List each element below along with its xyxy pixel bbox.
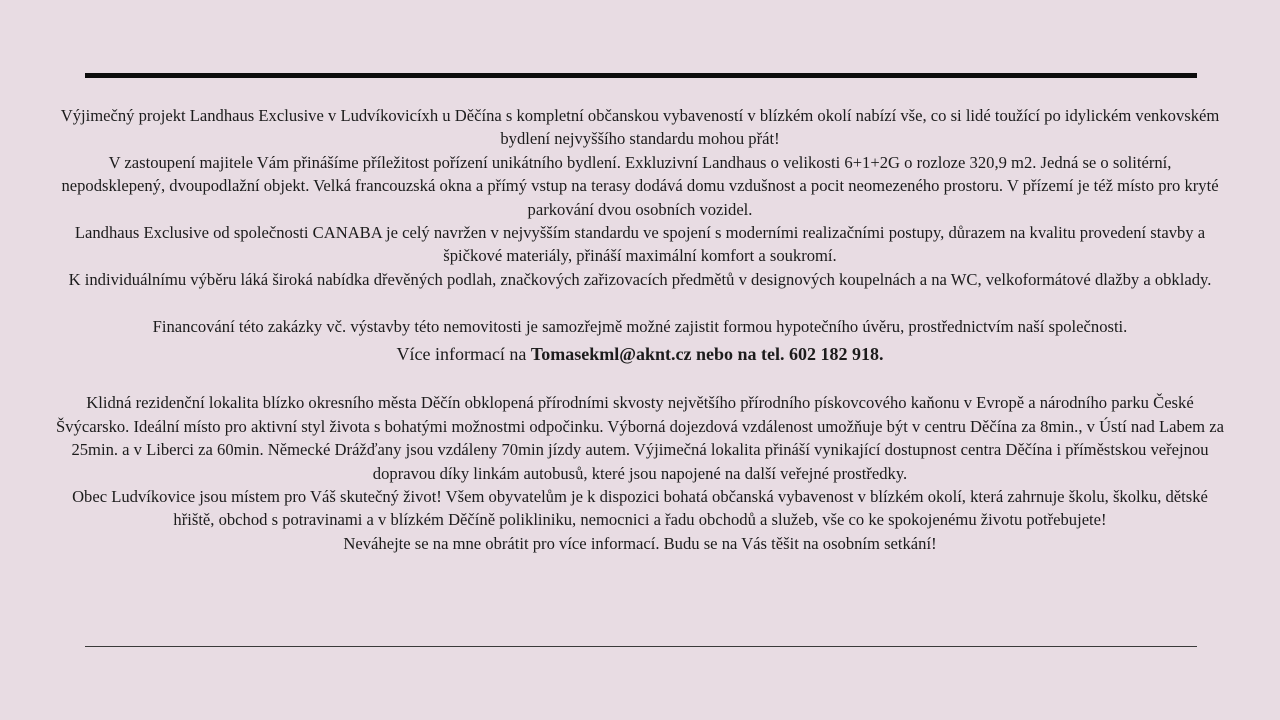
top-divider xyxy=(85,73,1197,78)
contact-prefix: Více informací na xyxy=(396,344,531,365)
spacer xyxy=(55,291,1225,314)
materials-paragraph: K individuálnímu výběru láká široká nabídka dřevěných podlah, značkových zařizovacích předmětů v designových koupelnách a na WC, velkoformátové dlažby a obklady. xyxy=(68,269,1212,289)
closing-paragraph: Neváhejte se na mne obrátit pro více informací. Budu se na Vás těšit na osobním setkání! xyxy=(343,533,937,553)
text-body xyxy=(55,104,1225,555)
canaba-paragraph: Landhaus Exclusive od společnosti CANABA je celý navržen v nejvyšším standardu ve spojení s moderními realizačními postupy, důrazem na kvalitu provedení stavby a špičkové materiály, přináší maximální komfort a soukromí. xyxy=(74,223,1206,266)
intro-paragraph: Výjimečný projekt Landhaus Exclusive v Ludvíkovicíxh u Děčína s kompletní občanskou vybaveností v blízkém okolí nabízí vše, co si lidé toužící po idylickém venkovském bydlení nejvyššího standardu mohou přát! xyxy=(60,106,1220,149)
location-paragraph: Klidná rezidenční lokalita blízko okresního města Děčín obklopená přírodními skvosty největšího přírodního pískovcového kaňonu v Evropě a národního parku České Švýcarsko. Ideální místo pro aktivní styl života s bohatými možnostmi odpočinku. Výborná dojezdová vzdálenost umožňuje být v centru Děčína za 8min., v Ústí nad Labem za 25min. a v Liberci za 60min. Německé Drážďany jsou vzdáleny 70min jízdy autem. Výjimečná lokalita přináší vynikající dostupnost centra Děčína i příměstskou veřejnou dopravou díky linkám autobusů, které jsou napojené na další veřejné prostředky. xyxy=(56,393,1224,483)
contact-line xyxy=(55,340,1225,368)
bottom-divider xyxy=(85,646,1197,647)
financing-paragraph: Financování této zakázky vč. výstavby této nemovitosti je samozřejmě možné zajistit formou hypotečního úvěru, prostřednictvím naší společnosti. xyxy=(152,316,1128,336)
spacer xyxy=(55,368,1225,391)
contact-details[interactable]: Tomasekml@aknt.cz nebo na tel. 602 182 918. xyxy=(530,344,884,365)
village-paragraph: Obec Ludvíkovice jsou místem pro Váš skutečný život! Všem obyvatelům je k dispozici bohatá občanská vybavenost v blízkém okolí, která zahrnuje školu, školku, dětské hřiště, obchod s potravinami a v blízkém Děčíně polikliniku, nemocnici a řadu obchodů a služeb, vše co ke spokojenému životu potřebujete! xyxy=(72,487,1208,530)
property-paragraph: V zastoupení majitele Vám přinášíme příležitost pořízení unikátního bydlení. Exkluzivní Landhaus o velikosti 6+1+2G o rozloze 320,9 m2. Jedná se o solitérní, nepodsklepený, dvoupodlažní objekt. Velká francouzská okna a přímý vstup na terasy dodává domu vzdušnost a pocit neomezeného prostoru. V přízemí je též místo pro kryté parkování dvou osobních vozidel. xyxy=(61,152,1219,219)
